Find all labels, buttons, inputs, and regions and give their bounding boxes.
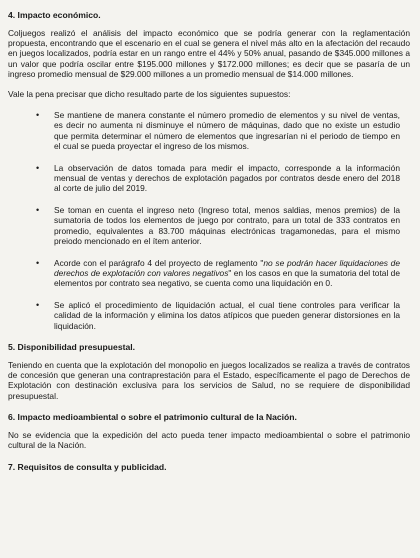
list-item-text: Se mantiene de manera constante el número promedio de elementos y su nivel de ventas, es decir no aumenta ni disminuye el número de máquinas, dado que no existe un estudio que permita determinar el número de elementos que ingresarían ni el periodo de tiempo en el cual se pueda proyectar el ingreso de los mismos.	[54, 110, 400, 152]
bullet-icon: •	[36, 299, 40, 310]
list-item-text-quote: no se podrán hacer liquidaciones de derechos de explotación con valores negativos	[54, 257, 400, 278]
section-5-heading: 5. Disponibilidad presupuestal.	[8, 341, 136, 352]
list-item-text: Se toman en cuenta el ingreso neto (Ingreso total, menos saldias, menos premios) de la sumatoria de todos los elementos de juego por contrato, para un total de 333 contratos en promedio, equivalentes a 83.700 máquinas electrónicas tragamonedas, para el mismo preiodo mencionado en el ítem anterior.	[54, 204, 400, 247]
section-5-paragraph: Teniendo en cuenta que la explotación del monopolio en juegos localizados se realiza a través de contratos de concesión que generan una contraprestación para el Estado, específicamente el pago de Derechos de Explotación con destinación exclusiva para los servicios de Salud, no se requiere de disponibilidad presupuestal.	[8, 359, 410, 401]
bullet-icon: •	[36, 110, 40, 121]
section-6-paragraph: No se evidencia que la expedición del acto pueda tener impacto medioambiental o sobre el patrimonio cultural de la Nación.	[8, 429, 410, 451]
list-item	[36, 110, 400, 152]
assumptions-list	[8, 110, 410, 331]
section-4-paragraph-1: Coljuegos realizó el análisis del impacto económico que se podría generar con la reglamentación propuesta, encontrando que el escenario en el cual se genera el nivel más alto en la afectación del recaudo en juegos localizados, podría estar en un rango entre el 44% y 50% anual, pasando de $345.000 millones a un valor que podría oscilar entre $195.000 millones y $172.000 millones; es decir que se pasaría de un ingreso promedio mensual de $29.000 millones a un promedio mensual de $14.000 millones.	[8, 27, 410, 80]
bullet-icon: •	[36, 162, 40, 173]
list-item-text-post: " en los casos en que la sumatoria del total de elementos por contrato sea negativo, se cuenta como una liquidación en 0.	[54, 267, 400, 289]
list-item	[36, 257, 400, 289]
list-item-text: Se aplicó el procedimiento de liquidación actual, el cual tiene controles para verificar la calidad de la información y elimina los datos atípicos que pueden generar distorsiones en la liquidación.	[54, 299, 400, 331]
list-item	[36, 299, 400, 331]
section-4-heading: 4. Impacto económico.	[8, 10, 101, 20]
list-item-text-pre: Acorde con el parágrafo 4 del proyecto de reglamento "	[54, 257, 264, 268]
section-6-heading: 6. Impacto medioambiental o sobre el patrimonio cultural de la Nación.	[8, 412, 297, 423]
list-item	[36, 162, 400, 194]
list-item	[36, 204, 400, 247]
section-7-heading: 7. Requisitos de consulta y publicidad.	[8, 461, 167, 472]
list-item-text: La observación de datos tomada para medir el impacto, corresponde a la información mensual de ventas y derechos de explotación pagados por contratos desde enero del 2018 al corte de julio del 2019.	[54, 162, 400, 194]
section-4-paragraph-2: Vale la pena precisar que dicho resultado parte de los siguientes supuestos:	[8, 88, 291, 99]
bullet-icon: •	[36, 257, 40, 268]
bullet-icon: •	[36, 204, 40, 215]
